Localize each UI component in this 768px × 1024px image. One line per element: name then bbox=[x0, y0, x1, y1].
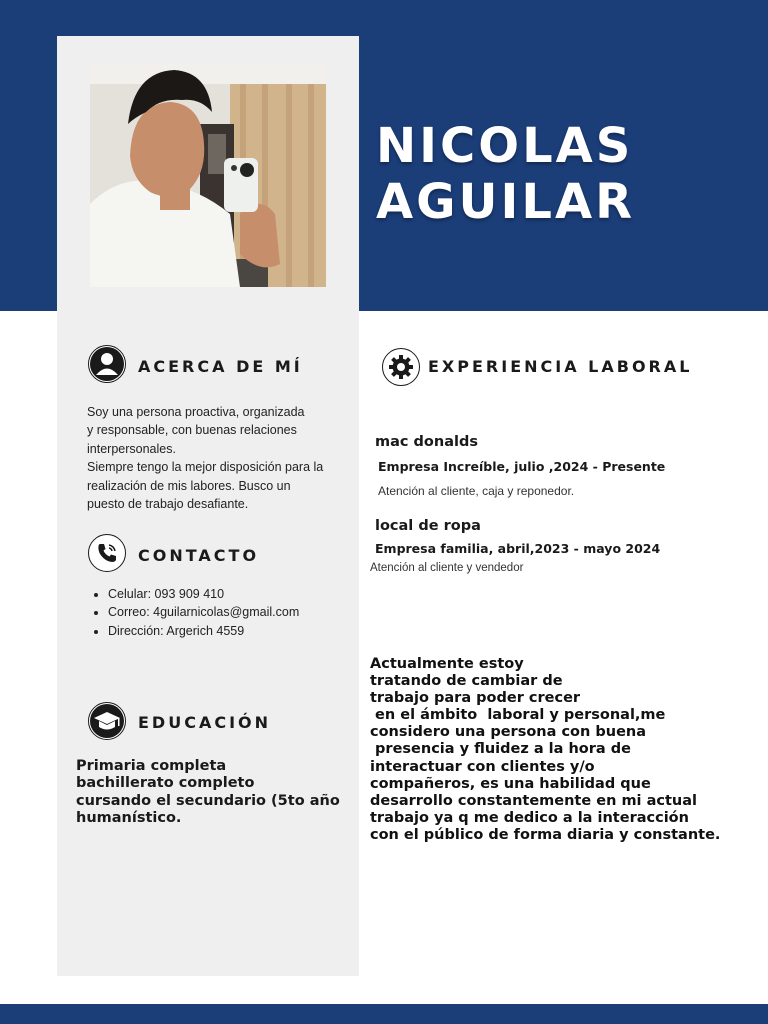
gear-icon bbox=[382, 348, 420, 386]
contact-address: • Dirección: Argerich 4559 bbox=[108, 622, 299, 640]
footer-band bbox=[0, 1004, 768, 1024]
statement-line: presencia y fluidez a la hora de bbox=[370, 741, 631, 758]
job-company: Empresa Increíble, julio ,2024 - Presente bbox=[378, 459, 666, 474]
statement-line: con el público de forma diaria y constante. bbox=[370, 826, 721, 843]
about-title: ACERCA DE MÍ bbox=[138, 357, 303, 376]
education-line: Primaria completa bbox=[76, 758, 227, 774]
about-line: Siempre tengo la mejor disposición para la bbox=[87, 460, 324, 475]
statement-line: Actualmente estoy bbox=[370, 656, 524, 672]
profile-photo bbox=[90, 64, 326, 287]
statement-line: interactuar con clientes y/o bbox=[370, 758, 595, 775]
statement-line: tratando de cambiar de bbox=[370, 673, 563, 690]
statement-line: trabajo ya q me dedico a la interacción bbox=[370, 809, 689, 826]
contact-list bbox=[87, 585, 299, 640]
statement-line: desarrollo constantemente en mi actual bbox=[370, 792, 697, 809]
statement-line: compañeros, es una habilidad que bbox=[370, 775, 651, 792]
experience-title: EXPERIENCIA LABORAL bbox=[428, 357, 693, 376]
candidate-name bbox=[376, 118, 635, 230]
first-name: NICOLAS bbox=[376, 118, 634, 174]
education-title: EDUCACIÓN bbox=[138, 713, 272, 732]
graduation-cap-icon bbox=[88, 702, 126, 740]
job-title: mac donalds bbox=[375, 434, 478, 450]
education-text bbox=[76, 758, 356, 827]
person-icon bbox=[88, 345, 126, 383]
about-line: realización de mis labores. Busco un bbox=[87, 478, 291, 493]
contact-email: • Correo: 4guilarnicolas@gmail.com bbox=[108, 603, 299, 621]
job-description: Atención al cliente y vendedor bbox=[370, 562, 524, 574]
contact-title: CONTACTO bbox=[138, 546, 260, 565]
education-line: bachillerato completo bbox=[76, 775, 255, 792]
job-company: Empresa familia, abril,2023 - mayo 2024 bbox=[375, 541, 661, 556]
about-text bbox=[87, 403, 347, 513]
education-line: humanístico. bbox=[76, 809, 182, 826]
statement-line: trabajo para poder crecer bbox=[370, 690, 581, 707]
about-line: interpersonales. bbox=[87, 441, 176, 456]
education-line: cursando el secundario (5to año bbox=[76, 792, 340, 809]
job-description: Atención al cliente, caja y reponedor. bbox=[378, 484, 575, 498]
job-title: local de ropa bbox=[375, 518, 481, 534]
statement-line: en el ámbito laboral y personal,me bbox=[370, 707, 666, 724]
personal-statement bbox=[370, 656, 765, 844]
about-line: puesto de trabajo desafiante. bbox=[87, 497, 249, 512]
phone-icon bbox=[88, 534, 126, 572]
last-name: AGUILAR bbox=[376, 174, 636, 230]
contact-phone: • Celular: 093 909 410 bbox=[108, 585, 299, 603]
about-line: y responsable, con buenas relaciones bbox=[87, 423, 297, 438]
about-line: Soy una persona proactiva, organizada bbox=[87, 405, 305, 419]
statement-line: considero una persona con buena bbox=[370, 724, 647, 741]
